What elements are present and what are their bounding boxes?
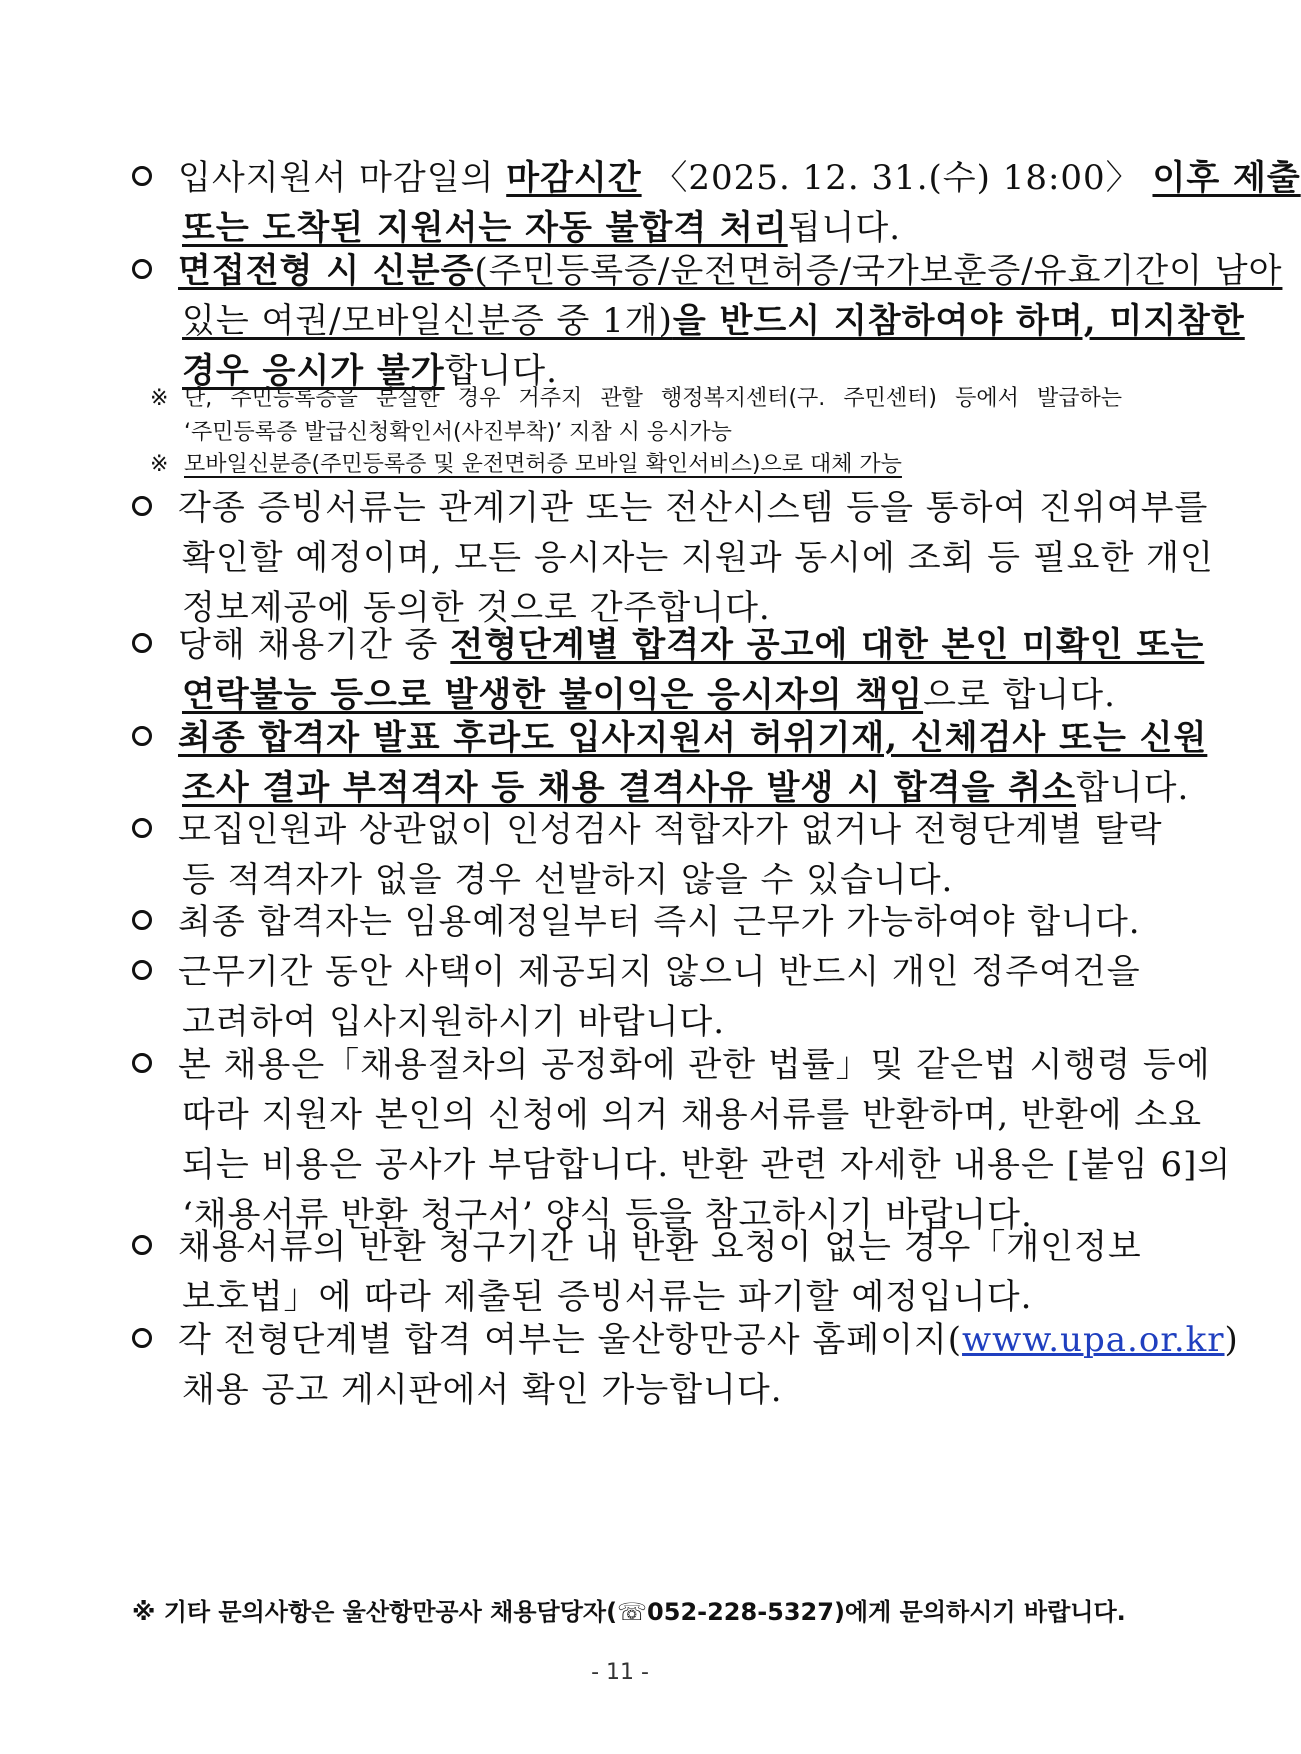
item-line <box>178 620 1205 670</box>
notice-item-result-check <box>132 1315 1239 1415</box>
notice-item-cancellation <box>132 713 1208 813</box>
notice-item-deadline <box>132 153 1301 253</box>
note-lost-id-line2: ‘주민등록증 발급신청확인서(사진부착)’ 지참 시 응시가능 <box>184 420 732 445</box>
bullet-circle-icon <box>132 259 152 279</box>
notice-item-document-return <box>132 1040 1232 1240</box>
item-text: 각종 증빙서류는 관계기관 또는 전산시스템 등을 통하여 진위여부를 <box>178 488 1209 528</box>
bullet-circle-icon <box>132 1235 152 1255</box>
item-text: 입사지원서 마감일의 <box>178 158 507 198</box>
item-line <box>182 1365 1122 1415</box>
item-text: 최종 합격자는 임용예정일부터 즉시 근무가 가능하여야 합니다. <box>178 902 1141 942</box>
item-line <box>178 246 1283 296</box>
note-mobile-id <box>150 448 1122 482</box>
emphasized-text: 조사 결과 부적격자 등 채용 결격사유 발생 시 합격을 취소 <box>182 768 1076 808</box>
item-text: 등 적격자가 없을 경우 선발하지 않을 수 있습니다. <box>182 860 954 900</box>
item-line <box>178 713 1208 763</box>
bullet-circle-icon <box>132 166 152 186</box>
bullet-circle-icon <box>132 726 152 746</box>
note-lost-id-line1: 단, 주민등록증을 분실한 경우 거주지 관할 행정복지센터(구. 주민센터) 등에서 발급하는 <box>184 386 1122 411</box>
notice-item-document-verification <box>132 483 1214 633</box>
item-line <box>182 296 1245 346</box>
bullet-circle-icon <box>132 1053 152 1073</box>
emphasized-text: 을 반드시 지참하여야 하며, 미지참한 <box>672 301 1245 341</box>
item-text: 채용서류의 반환 청구기간 내 반환 요청이 없는 경우「개인정보 <box>178 1227 1142 1267</box>
item-text: 정보제공에 동의한 것으로 간주합니다. <box>182 588 771 628</box>
emphasized-text: 전형단계별 합격자 공고에 대한 본인 미확인 또는 <box>450 625 1205 665</box>
item-text: 따라 지원자 본인의 신청에 의거 채용서류를 반환하며, 반환에 소요 <box>182 1095 1203 1135</box>
notice-item-announcement-responsibility <box>132 620 1205 720</box>
reference-mark: ※ <box>150 386 169 411</box>
item-line <box>178 947 1141 997</box>
notice-item-no-qualified <box>132 805 1163 905</box>
emphasized-text: 면접전형 시 신분증 <box>178 251 475 291</box>
bullet-circle-icon <box>132 1328 152 1348</box>
item-text: 합니다. <box>444 351 558 391</box>
item-line <box>178 1222 1142 1272</box>
item-text: 채용 공고 게시판에서 확인 가능합니다. <box>182 1370 783 1410</box>
contact-note: ※ 기타 문의사항은 울산항만공사 채용담당자(☏052-228-5327)에게 문의하시기 바랍니다. <box>132 1598 1126 1626</box>
bullet-circle-icon <box>132 496 152 516</box>
item-line <box>182 1090 1203 1140</box>
emphasized-text: 이후 제출 <box>1152 158 1301 198</box>
notice-item-immediate-work <box>132 897 1141 947</box>
emphasized-text: 경우 응시가 불가 <box>182 351 445 391</box>
item-text: 고려하여 입사지원하시기 바랍니다. <box>182 1002 726 1042</box>
item-text: 확인할 예정이며, 모든 응시자는 지원과 동시에 조회 등 필요한 개인 <box>182 538 1214 578</box>
item-text: 합니다. <box>1075 768 1190 808</box>
item-text: 되는 비용은 공사가 부담합니다. 반환 관련 자세한 내용은 [붙임 6]의 <box>182 1145 1232 1185</box>
notice-item-document-disposal <box>132 1222 1142 1322</box>
item-text: ) <box>1224 1320 1239 1360</box>
item-line <box>178 1040 1211 1090</box>
emphasized-text: 연락불능 등으로 발생한 불이익은 응시자의 책임 <box>182 675 924 715</box>
item-text: 본 채용은「채용절차의 공정화에 관한 법률」및 같은법 시행령 등에 <box>178 1045 1211 1085</box>
bullet-circle-icon <box>132 910 152 930</box>
item-line <box>178 805 1163 855</box>
bullet-circle-icon <box>132 960 152 980</box>
item-line <box>178 483 1209 533</box>
item-text: 〈2025. 12. 31.(수) 18:00〉 <box>641 158 1153 198</box>
item-text: 각 전형단계별 합격 여부는 울산항만공사 홈페이지( <box>178 1320 963 1360</box>
bullet-circle-icon <box>132 818 152 838</box>
item-line <box>182 533 1214 583</box>
underlined-text: 있는 여권/모바일신분증 중 1개) <box>182 301 673 341</box>
page-number: - 11 - <box>591 1660 649 1685</box>
item-text: 당해 채용기간 중 <box>178 625 451 665</box>
item-text: 으로 합니다. <box>923 675 1116 715</box>
emphasized-text: 마감시간 <box>506 158 642 198</box>
item-text: 됩니다. <box>787 208 902 248</box>
reference-mark: ※ <box>150 452 169 477</box>
item-line <box>178 153 1301 203</box>
item-line <box>178 1315 1239 1365</box>
item-text: 모집인원과 상관없이 인성검사 적합자가 없거나 전형단계별 탈락 <box>178 810 1163 850</box>
item-line <box>178 897 1141 947</box>
notice-item-no-housing <box>132 947 1141 1047</box>
item-text: 근무기간 동안 사택이 제공되지 않으니 반드시 개인 정주여건을 <box>178 952 1141 992</box>
website-link[interactable]: www.upa.or.kr <box>962 1320 1225 1360</box>
emphasized-text: 또는 도착된 지원서는 자동 불합격 처리 <box>182 208 788 248</box>
underlined-text: (주민등록증/운전면허증/국가보훈증/유효기간이 남아 <box>474 251 1283 291</box>
item-line <box>182 1140 1232 1190</box>
emphasized-text: 최종 합격자 발표 후라도 입사지원서 허위기재, 신체검사 또는 신원 <box>178 718 1208 758</box>
item-text: ‘채용서류 반환 청구서’ 양식 등을 참고하시기 바랍니다. <box>182 1195 1033 1235</box>
note-lost-id <box>150 382 1122 450</box>
bullet-circle-icon <box>132 633 152 653</box>
item-text: 보호법」에 따라 제출된 증빙서류는 파기할 예정입니다. <box>182 1277 1033 1317</box>
note-mobile-id-text: 모바일신분증(주민등록증 및 운전면허증 모바일 확인서비스)으로 대체 가능 <box>184 452 902 477</box>
notice-item-id-required <box>132 246 1283 396</box>
